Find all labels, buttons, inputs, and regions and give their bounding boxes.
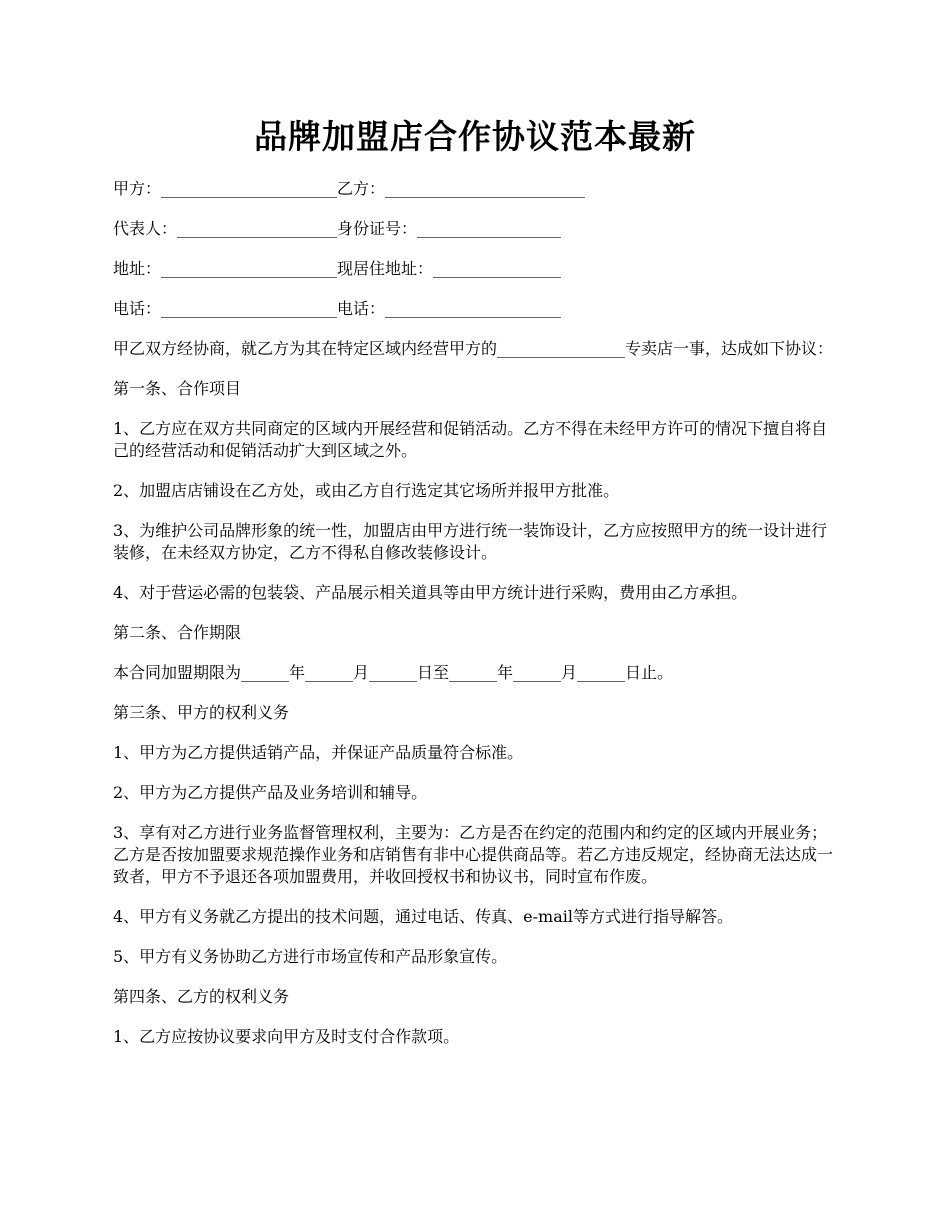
- address-line: 地址：______________________现居住地址：________________: [113, 259, 562, 278]
- phone-line: 电话：______________________电话：______________________: [113, 299, 562, 318]
- section-1-item-4: 4、对于营运必需的包装袋、产品展示相关道具等由甲方统计进行采购，费用由乙方承担。: [113, 583, 748, 602]
- section-heading-3: 第三条、甲方的权利义务: [113, 703, 290, 722]
- document-body: [113, 178, 843, 1066]
- section-heading-1: 第一条、合作项目: [113, 379, 242, 398]
- party-a-b-line: 甲方：______________________乙方：_________________________: [113, 179, 586, 198]
- section-1-item-1: 1、乙方应在双方共同商定的区域内开展经营和促销活动。乙方不得在未经甲方许可的情况下擅自将自己的经营活动和促销活动扩大到区域之外。: [113, 419, 828, 460]
- section-1-item-3: 3、为维护公司品牌形象的统一性，加盟店由甲方进行统一装饰设计，乙方应按照甲方的统一设计进行装修，在未经双方协定，乙方不得私自修改装修设计。: [113, 521, 828, 562]
- section-3-item-5: 5、甲方有义务协助乙方进行市场宣传和产品形象宣传。: [113, 947, 508, 966]
- term-paragraph: 本合同加盟期限为______年______月______日至______年______月______日止。: [113, 663, 674, 682]
- section-3-item-2: 2、甲方为乙方提供产品及业务培训和辅导。: [113, 783, 428, 802]
- preamble-paragraph: 甲乙双方经协商，就乙方为其在特定区域内经营甲方的________________专卖店一事，达成如下协议：: [113, 339, 834, 358]
- section-1-item-2: 2、加盟店店铺设在乙方处，或由乙方自行选定其它场所并报甲方批准。: [113, 481, 620, 500]
- section-3-item-1: 1、甲方为乙方提供适销产品，并保证产品质量符合标准。: [113, 743, 524, 762]
- representative-id-line: 代表人：____________________身份证号：__________________: [113, 219, 562, 238]
- section-3-item-3: 3、享有对乙方进行业务监督管理权利，主要为：乙方是否在约定的范围内和约定的区域内开展业务；乙方是否按加盟要求规范操作业务和店销售有非中心提供商品等。若乙方违反规定，经协商无法达成一致者，甲方不予退还各项加盟费用，并收回授权书和协议书，同时宣布作废。: [113, 823, 834, 886]
- section-4-item-1: 1、乙方应按协议要求向甲方及时支付合作款项。: [113, 1027, 460, 1046]
- section-3-item-4: 4、甲方有义务就乙方提出的技术问题，通过电话、传真、e-mail等方式进行指导解答。: [113, 907, 734, 926]
- section-heading-2: 第二条、合作期限: [113, 623, 242, 642]
- document-title: 品牌加盟店合作协议范本最新: [254, 117, 696, 156]
- section-heading-4: 第四条、乙方的权利义务: [113, 987, 290, 1006]
